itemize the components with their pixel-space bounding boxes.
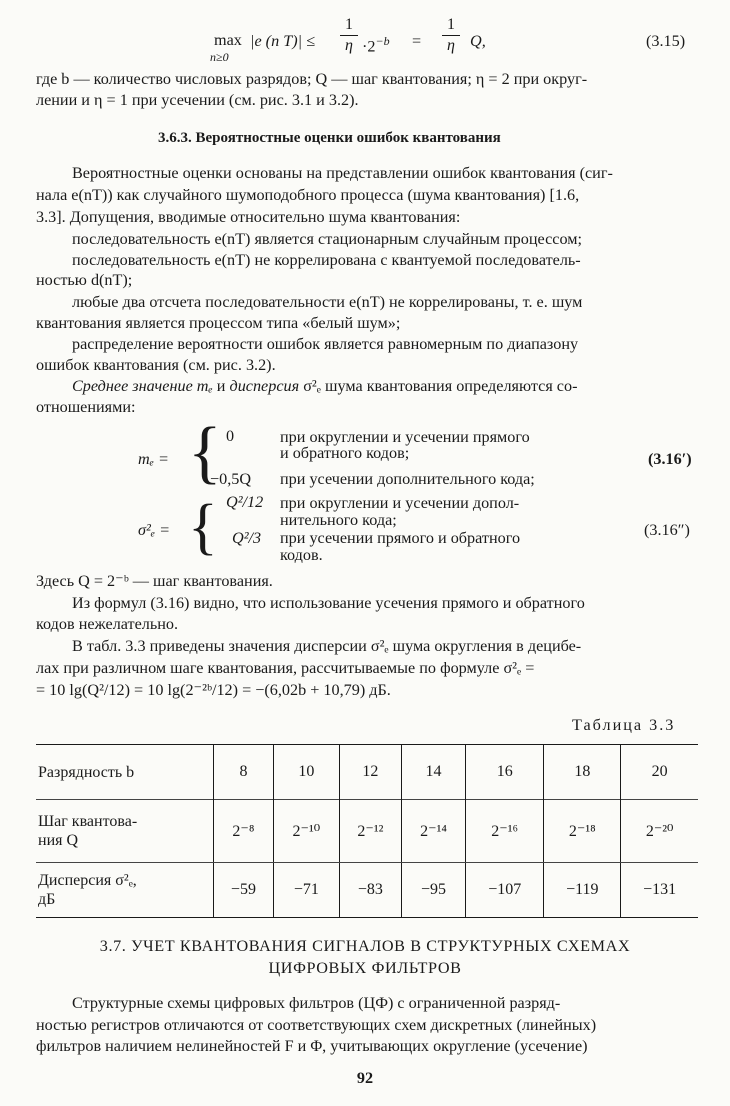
case-condition: нительного кода; [280,511,397,529]
eq-equals: = [412,32,422,50]
case-condition: при округлении и усечении прямого [280,428,530,446]
text-line: Здесь Q = 2⁻ᵇ — шаг квантования. [36,572,273,590]
quantization-table [36,744,698,918]
table-cell: 2⁻¹⁴ [402,800,466,863]
fraction-denominator: η [345,37,353,54]
eq-lhs: σ²ₑ = [138,521,171,539]
case-condition: и обратного кодов; [280,444,410,462]
text-line: Структурные схемы цифровых фильтров (ЦФ) с ограниченной разряд- [72,994,561,1012]
table-cell: 12 [339,745,401,800]
eq-max-subscript: n≥0 [210,50,229,64]
text-line: ностью регистров отличаются от соответствующих схем дискретных (линейных) [36,1016,597,1034]
table-cell: −83 [339,863,401,918]
section-heading: 3.7. УЧЕТ КВАНТОВАНИЯ СИГНАЛОВ В СТРУКТУРНЫХ СХЕМАХ [99,937,631,955]
eq-lhs: mₑ = [138,450,169,468]
table-cell: 2⁻⁸ [214,800,274,863]
eq-fraction-1 [340,16,358,55]
text-line: = 10 lg(Q²/12) = 10 lg(2⁻²ᵇ/12) = −(6,02b + 10,79) дБ. [36,681,391,699]
left-brace: { [188,493,218,561]
fraction-numerator: 1 [447,16,455,33]
text-line: В табл. 3.3 приведены значения дисперсии σ²ₑ шума округления в децибе- [72,637,582,655]
table-cell: 2⁻¹⁶ [466,800,544,863]
text-line: Среднее значение mₑ и дисперсия σ²ₑ шума квантования определяются со- [72,377,578,395]
row-header: Разрядность b [36,745,214,800]
fraction-numerator: 1 [345,16,353,33]
text-line: квантования является процессом типа «белый шум»; [36,314,401,332]
row-header: Шаг квантова- ния Q [36,800,214,863]
section-heading: ЦИФРОВЫХ ФИЛЬТРОВ [268,959,462,977]
table-cell: −71 [273,863,339,918]
table-cell: 10 [273,745,339,800]
text-line: лении и η = 1 при усечении (см. рис. 3.1 и 3.2). [36,91,359,109]
table-cell: 2⁻²⁰ [621,800,698,863]
case-value: Q²/3 [232,529,262,547]
equation-number: (3.15) [646,32,686,50]
table-cell: −95 [402,863,466,918]
text-line: любые два отсчета последовательности e(nT) не коррелированы, т. е. шум [72,293,583,311]
case-condition: при усечении прямого и обратного [280,529,521,547]
case-value: Q²/12 [226,493,264,511]
eq-mid: $\cdot 2^{-b}$ [362,34,390,56]
case-condition: при округлении и усечении допол- [280,494,520,512]
text-line: 3.3]. Допущения, вводимые относительно шума квантования: [36,208,461,226]
text-line: ошибок квантования (см. рис. 3.2). [36,356,276,374]
table-row [36,745,698,800]
table-cell: −131 [621,863,698,918]
text-line: Из формул (3.16) видно, что использование усечения прямого и обратного [72,594,585,612]
table-cell: −107 [466,863,544,918]
page-number: 92 [356,1069,374,1087]
text-line: отношениями: [36,398,136,416]
text-line: последовательность e(nT) не коррелирована с квантуемой последователь- [72,251,581,269]
equation-number: (3.16″) [644,521,690,539]
text-line: Вероятностные оценки основаны на представлении ошибок квантования (сиг- [72,164,613,182]
text-line: кодов нежелательно. [36,615,179,633]
fraction-denominator: η [447,37,455,54]
eq-rhs: Q, [470,32,486,50]
equation-number: (3.16′) [648,450,692,468]
section-heading: 3.6.3. Вероятностные оценки ошибок квантования [158,130,501,146]
table-row [36,800,698,863]
text-line: где b — количество числовых разрядов; Q — шаг квантования; η = 2 при округ- [36,70,588,88]
table-cell: 2⁻¹⁰ [273,800,339,863]
eq-max: max [214,31,242,49]
table-cell: −59 [214,863,274,918]
table-cell: 2⁻¹² [339,800,401,863]
row-header: Дисперсия σ²ₑ, дБ [36,863,214,918]
table-cell: 8 [214,745,274,800]
table-cell: 14 [402,745,466,800]
left-brace: { [188,414,222,491]
text-line: последовательность e(nT) является стационарным случайным процессом; [72,230,583,248]
case-value: −0,5Q [210,470,252,488]
table-cell: 18 [544,745,621,800]
text-line: нала e(nT)) как случайного шумоподобного процесса (шума квантования) [1.6, [36,186,580,204]
case-condition: при усечении дополнительного кода; [280,470,535,488]
text-line: лах при различном шаге квантования, рассчитываемые по формуле σ²ₑ = [36,659,535,677]
table-cell: 16 [466,745,544,800]
table-caption: Таблица 3.3 [572,716,676,734]
table-cell: −119 [544,863,621,918]
table-cell: 20 [621,745,698,800]
eq-lhs: |e (n T)| ≤ [250,32,315,50]
text-line: фильтров наличием нелинейностей F и Φ, учитывающих округление (усечение) [36,1037,588,1055]
table-cell: 2⁻¹⁸ [544,800,621,863]
text-line: ностью d(nT); [36,271,133,289]
case-value: 0 [226,427,235,445]
text-line: распределение вероятности ошибок является равномерным по диапазону [72,335,579,353]
case-condition: кодов. [280,546,323,564]
table-row [36,863,698,918]
eq-fraction-2 [442,16,460,55]
